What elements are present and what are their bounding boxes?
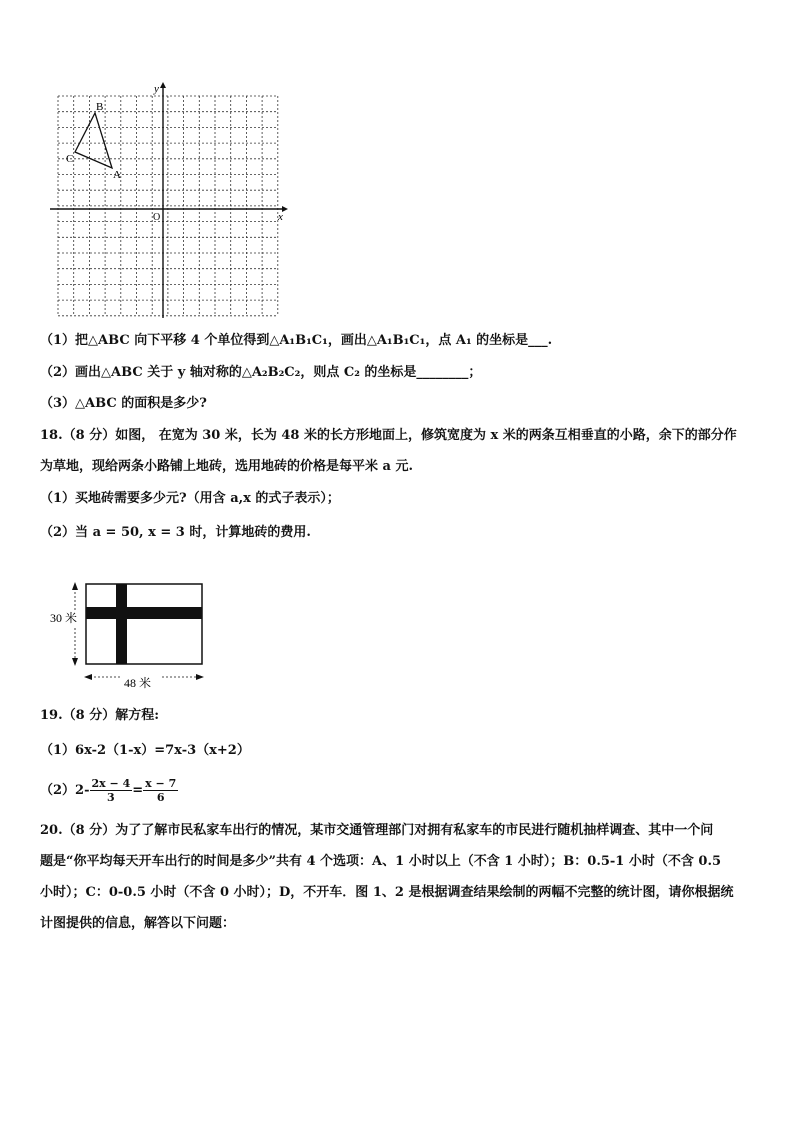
y-axis-label: y [154, 83, 159, 95]
fraction-2-numerator: x − 7 [145, 777, 177, 790]
fraction-1 [90, 777, 133, 804]
width-arrow-top [72, 582, 78, 590]
q18-part2: （2）当 a = 50, x = 3 时，计算地砖的费用. [40, 525, 311, 540]
q17-part1: （1）把△ABC 向下平移 4 个单位得到△A₁B₁C₁，画出△A₁B₁C₁，点 A₁ 的坐标是___. [40, 333, 553, 348]
q17-part3: （3）△ABC 的面积是多少? [40, 396, 207, 411]
q19-part2-prefix: （2）2- [40, 783, 90, 798]
triangle-abc [75, 113, 112, 168]
q18-part1: （1）买地砖需要多少元?（用含 a,x 的式子表示）； [40, 491, 340, 506]
fraction-1-numerator: 2x − 4 [91, 777, 131, 790]
q18-stem-line2: 为草地，现给两条小路铺上地砖，选用地砖的价格是每平米 a 元. [40, 459, 414, 474]
q18-stem-line1: 18.（8 分）如图， 在宽为 30 米，长为 48 米的长方形地面上，修筑宽度为 x 米的两条互相垂直的小路，余下的部分作 [40, 428, 737, 443]
q19-stem: 19.（8 分）解方程: [40, 708, 159, 723]
q20-line1: 20.（8 分）为了了解市民私家车出行的情况，某市交通管理部门对拥有私家车的市民进行随机抽样调查、其中一个问 [40, 823, 714, 838]
rectangle-road-figure [48, 574, 218, 694]
fraction-2-denominator: 6 [156, 791, 165, 804]
length-arrow-right [196, 674, 204, 680]
width-label: 30 米 [50, 611, 78, 625]
q17-part2: （2）画出△ABC 关于 y 轴对称的△A₂B₂C₂，则点 C₂ 的坐标是________； [40, 365, 482, 380]
y-axis-arrow [160, 82, 166, 88]
horizontal-road [86, 607, 202, 619]
point-a-label: A [113, 169, 121, 181]
origin-label: O [153, 212, 161, 223]
grid-lines [58, 96, 278, 316]
x-axis-arrow [282, 206, 288, 212]
point-b-label: B [96, 101, 104, 113]
length-label: 48 米 [124, 676, 152, 690]
q19-part2 [40, 775, 178, 807]
q20-line2: 题是“你平均每天开车出行的时间是多少”共有 4 个选项：A、1 小时以上（不含 1 小时）；B：0.5-1 小时（不含 0.5 [40, 854, 722, 869]
fraction-1-denominator: 3 [107, 791, 115, 804]
coordinate-grid-figure [50, 82, 290, 322]
field-rectangle [86, 584, 202, 664]
q19-part1: （1）6x-2（1-x）=7x-3（x+2） [40, 743, 250, 758]
fraction-2 [143, 777, 178, 804]
vertical-road [116, 584, 127, 664]
point-c-label: C [66, 153, 74, 165]
q20-line3: 小时）；C：0-0.5 小时（不含 0 小时）；D，不开车．图 1、2 是根据调查结果绘制的两幅不完整的统计图，请你根据统 [40, 885, 734, 900]
width-arrow-bottom [72, 658, 78, 666]
length-arrow-left [84, 674, 92, 680]
x-axis-label: x [278, 211, 283, 223]
q20-line4: 计图提供的信息，解答以下问题： [40, 916, 236, 931]
q19-part2-equals: = [132, 783, 144, 798]
